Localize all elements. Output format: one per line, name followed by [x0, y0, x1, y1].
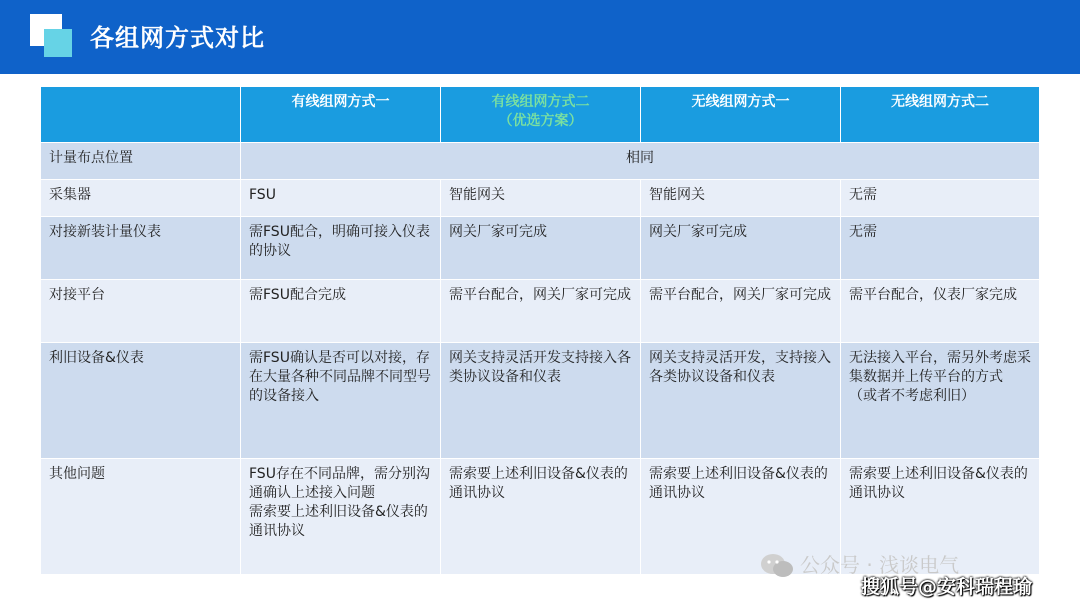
table-row	[41, 180, 1040, 217]
header-bar	[0, 0, 1080, 74]
page-title: 各组网方式对比	[90, 24, 265, 52]
cell: 智能网关	[641, 180, 841, 217]
header-corner-cell	[41, 87, 241, 143]
cell: 需索要上述利旧设备&仪表的通讯协议	[641, 459, 841, 575]
table-row	[41, 143, 1040, 180]
column-header-wireless-1: 无线组网方式一	[641, 87, 841, 143]
cell: 需FSU确认是否可以对接，存在大量各种不同品牌不同型号的设备接入	[241, 343, 441, 459]
cell: 需索要上述利旧设备&仪表的通讯协议	[441, 459, 641, 575]
cell: 网关厂家可完成	[441, 217, 641, 280]
logo-accent-square-icon	[44, 29, 72, 57]
cell: FSU	[241, 180, 441, 217]
watermark-text: 公众号 · 浅谈电气	[800, 553, 960, 577]
cell: 智能网关	[441, 180, 641, 217]
merged-cell-same: 相同	[241, 143, 1040, 180]
cell: 无法接入平台，需另外考虑采集数据并上传平台的方式 （或者不考虑利旧）	[841, 343, 1040, 459]
cell: 需平台配合，仪表厂家完成	[841, 280, 1040, 343]
table-row	[41, 280, 1040, 343]
cell: 需平台配合，网关厂家可完成	[441, 280, 641, 343]
row-label-collector: 采集器	[41, 180, 241, 217]
wechat-icon	[760, 552, 794, 580]
cell: 需平台配合，网关厂家可完成	[641, 280, 841, 343]
row-label-reuse: 利旧设备&仪表	[41, 343, 241, 459]
cell: FSU存在不同品牌，需分别沟通确认上述接入问题 需索要上述利旧设备&仪表的通讯协议	[241, 459, 441, 575]
cell: 无需	[841, 217, 1040, 280]
column-header-wireless-2: 无线组网方式二	[841, 87, 1040, 143]
cell: 网关支持灵活开发支持接入各类协议设备和仪表	[441, 343, 641, 459]
table-row	[41, 343, 1040, 459]
column-header-wired-1: 有线组网方式一	[241, 87, 441, 143]
cell: 需FSU配合完成	[241, 280, 441, 343]
table-row	[41, 217, 1040, 280]
cell: 无需	[841, 180, 1040, 217]
cell: 网关支持灵活开发，支持接入各类协议设备和仪表	[641, 343, 841, 459]
cell: 网关厂家可完成	[641, 217, 841, 280]
column-header-wired-2: 有线组网方式二 （优选方案）	[441, 87, 641, 143]
cell: 需索要上述利旧设备&仪表的通讯协议	[841, 459, 1040, 575]
cell: 需FSU配合，明确可接入仪表的协议	[241, 217, 441, 280]
row-label-new-meters: 对接新装计量仪表	[41, 217, 241, 280]
row-label-other: 其他问题	[41, 459, 241, 575]
source-watermark: 搜狐号@安科瑞程瑜	[861, 576, 1033, 598]
row-label-platform: 对接平台	[41, 280, 241, 343]
row-label-layout: 计量布点位置	[41, 143, 241, 180]
comparison-table	[40, 86, 1040, 575]
